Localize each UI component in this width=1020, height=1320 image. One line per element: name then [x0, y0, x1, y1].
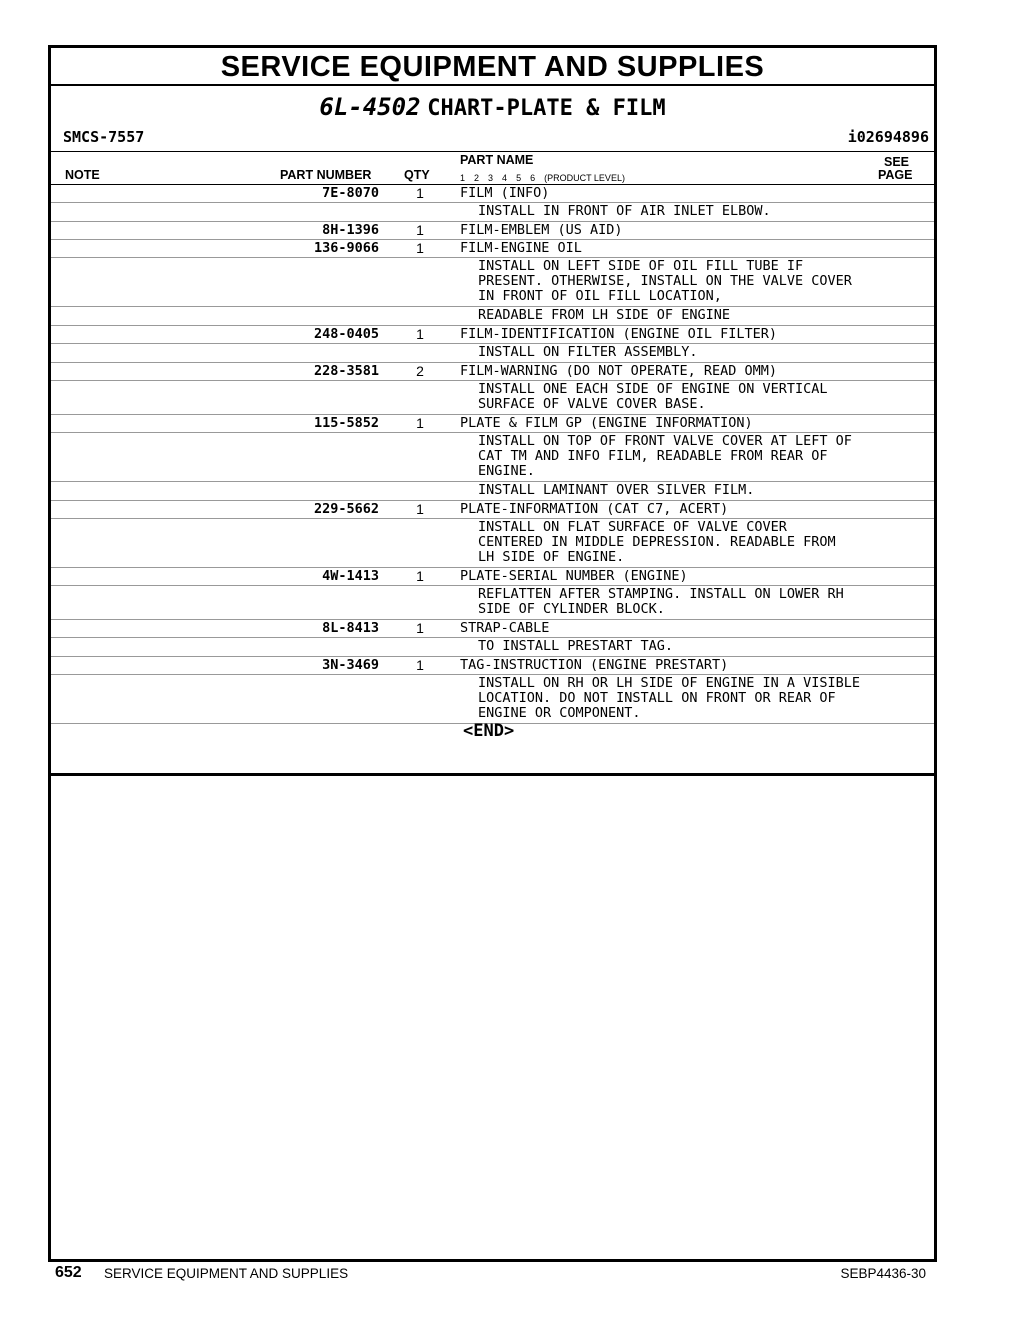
note-line: LH SIDE OF ENGINE. — [478, 549, 625, 565]
part-row — [51, 222, 934, 240]
part-number: 115-5852 — [313, 415, 379, 431]
note-line: INSTALL ON FILTER ASSEMBLY. — [478, 344, 698, 360]
part-qty: 1 — [416, 620, 424, 636]
install-note — [478, 382, 828, 412]
part-row — [51, 620, 934, 638]
part-name: TAG-INSTRUCTION (ENGINE PRESTART) — [460, 657, 729, 673]
note-line: INSTALL ON TOP OF FRONT VALVE COVER AT LEFT OF — [478, 433, 852, 449]
part-name: STRAP-CABLE — [460, 620, 550, 636]
install-note — [478, 259, 852, 304]
header-divider — [51, 151, 934, 152]
part-row — [51, 501, 934, 519]
part-row — [51, 657, 934, 675]
page-title: SERVICE EQUIPMENT AND SUPPLIES — [51, 48, 934, 86]
part-name: FILM-ENGINE OIL — [460, 240, 582, 256]
part-name: FILM-EMBLEM (US AID) — [460, 222, 623, 238]
product-level-scale — [460, 173, 634, 183]
group-number: 6L-4502 — [319, 93, 421, 121]
part-number: 4W-1413 — [322, 568, 379, 584]
part-row — [51, 185, 934, 203]
part-number: 8L-8413 — [322, 620, 379, 636]
install-note — [478, 520, 836, 565]
note-line: TO INSTALL PRESTART TAG. — [478, 638, 674, 654]
install-note — [478, 434, 852, 479]
note-line: SIDE OF CYLINDER BLOCK. — [478, 601, 665, 617]
page-number: 652 — [55, 1264, 82, 1281]
note-row — [51, 203, 934, 222]
part-row — [51, 326, 934, 344]
part-qty: 1 — [416, 501, 424, 517]
install-note — [478, 308, 730, 323]
product-level-1: 1 — [460, 173, 466, 183]
install-note — [478, 483, 754, 498]
note-line: CENTERED IN MIDDLE DEPRESSION. READABLE FROM — [478, 534, 836, 550]
part-name: FILM (INFO) — [460, 185, 550, 201]
part-qty: 1 — [416, 222, 424, 238]
part-number: 248-0405 — [313, 326, 379, 342]
footer-section-title: SERVICE EQUIPMENT AND SUPPLIES — [104, 1266, 349, 1281]
note-line: INSTALL IN FRONT OF AIR INLET ELBOW. — [478, 203, 771, 219]
table-bottom-rule — [51, 773, 934, 776]
group-heading — [51, 92, 934, 124]
install-note — [478, 639, 673, 654]
col-qty: QTY — [404, 168, 430, 182]
part-name: PLATE-INFORMATION (CAT C7, ACERT) — [460, 501, 729, 517]
install-note — [478, 587, 844, 617]
part-number: 229-5662 — [313, 501, 379, 517]
part-qty: 2 — [416, 363, 424, 379]
note-line: ENGINE. — [478, 463, 535, 479]
note-line: SURFACE OF VALVE COVER BASE. — [478, 396, 706, 412]
part-number: 7E-8070 — [322, 185, 379, 201]
note-row — [51, 482, 934, 501]
install-note — [478, 345, 697, 360]
note-line: ENGINE OR COMPONENT. — [478, 705, 641, 721]
col-note: NOTE — [65, 168, 100, 182]
part-qty: 1 — [416, 185, 424, 201]
note-line: INSTALL ON RH OR LH SIDE OF ENGINE IN A VISIBLE — [478, 675, 861, 691]
note-line: CAT TM AND INFO FILM, READABLE FROM REAR OF — [478, 448, 828, 464]
part-number: 228-3581 — [313, 363, 379, 379]
part-row — [51, 415, 934, 433]
part-row — [51, 568, 934, 586]
part-qty: 1 — [416, 415, 424, 431]
parts-table — [51, 184, 934, 724]
part-qty: 1 — [416, 657, 424, 673]
part-name: PLATE-SERIAL NUMBER (ENGINE) — [460, 568, 688, 584]
note-line: INSTALL ON LEFT SIDE OF OIL FILL TUBE IF — [478, 258, 804, 274]
product-level-label: (PRODUCT LEVEL) — [544, 173, 625, 183]
note-row — [51, 433, 934, 482]
part-number: 3N-3469 — [322, 657, 379, 673]
parts-page-frame — [48, 45, 937, 1262]
part-name: FILM-IDENTIFICATION (ENGINE OIL FILTER) — [460, 326, 777, 342]
install-note — [478, 676, 860, 721]
note-line: IN FRONT OF OIL FILL LOCATION, — [478, 288, 722, 304]
note-line: INSTALL ON FLAT SURFACE OF VALVE COVER — [478, 519, 787, 535]
col-part-name: PART NAME — [460, 153, 534, 167]
product-level-3: 3 — [488, 173, 494, 183]
install-note — [478, 204, 771, 219]
part-name: FILM-WARNING (DO NOT OPERATE, READ OMM) — [460, 363, 777, 379]
document-id: i02694896 — [847, 128, 929, 146]
footer-doc-number: SEBP4436-30 — [840, 1266, 926, 1281]
note-line: LOCATION. DO NOT INSTALL ON FRONT OR REAR OF — [478, 690, 836, 706]
part-qty: 1 — [416, 240, 424, 256]
part-number: 8H-1396 — [322, 222, 379, 238]
part-number: 136-9066 — [313, 240, 379, 256]
product-level-5: 5 — [516, 173, 522, 183]
group-name: CHART-PLATE & FILM — [427, 96, 666, 121]
note-line: READABLE FROM LH SIDE OF ENGINE — [478, 307, 730, 323]
note-row — [51, 519, 934, 568]
part-qty: 1 — [416, 568, 424, 584]
note-row — [51, 258, 934, 307]
note-row — [51, 344, 934, 363]
col-page: PAGE — [878, 168, 913, 182]
end-marker: <END> — [463, 721, 515, 741]
part-row — [51, 240, 934, 258]
note-row — [51, 675, 934, 724]
product-level-6: 6 — [530, 173, 536, 183]
note-line: REFLATTEN AFTER STAMPING. INSTALL ON LOWER RH — [478, 586, 844, 602]
product-level-4: 4 — [502, 173, 508, 183]
note-line: INSTALL ONE EACH SIDE OF ENGINE ON VERTICAL — [478, 381, 828, 397]
note-row — [51, 381, 934, 415]
product-level-2: 2 — [474, 173, 480, 183]
part-name: PLATE & FILM GP (ENGINE INFORMATION) — [460, 415, 753, 431]
col-see: SEE — [884, 155, 910, 169]
note-row — [51, 638, 934, 657]
note-row — [51, 586, 934, 620]
smcs-code: SMCS-7557 — [63, 128, 145, 146]
note-line: INSTALL LAMINANT OVER SILVER FILM. — [478, 482, 755, 498]
col-part-number: PART NUMBER — [280, 168, 372, 182]
part-qty: 1 — [416, 326, 424, 342]
note-row — [51, 307, 934, 326]
part-row — [51, 363, 934, 381]
note-line: PRESENT. OTHERWISE, INSTALL ON THE VALVE COVER — [478, 273, 852, 289]
